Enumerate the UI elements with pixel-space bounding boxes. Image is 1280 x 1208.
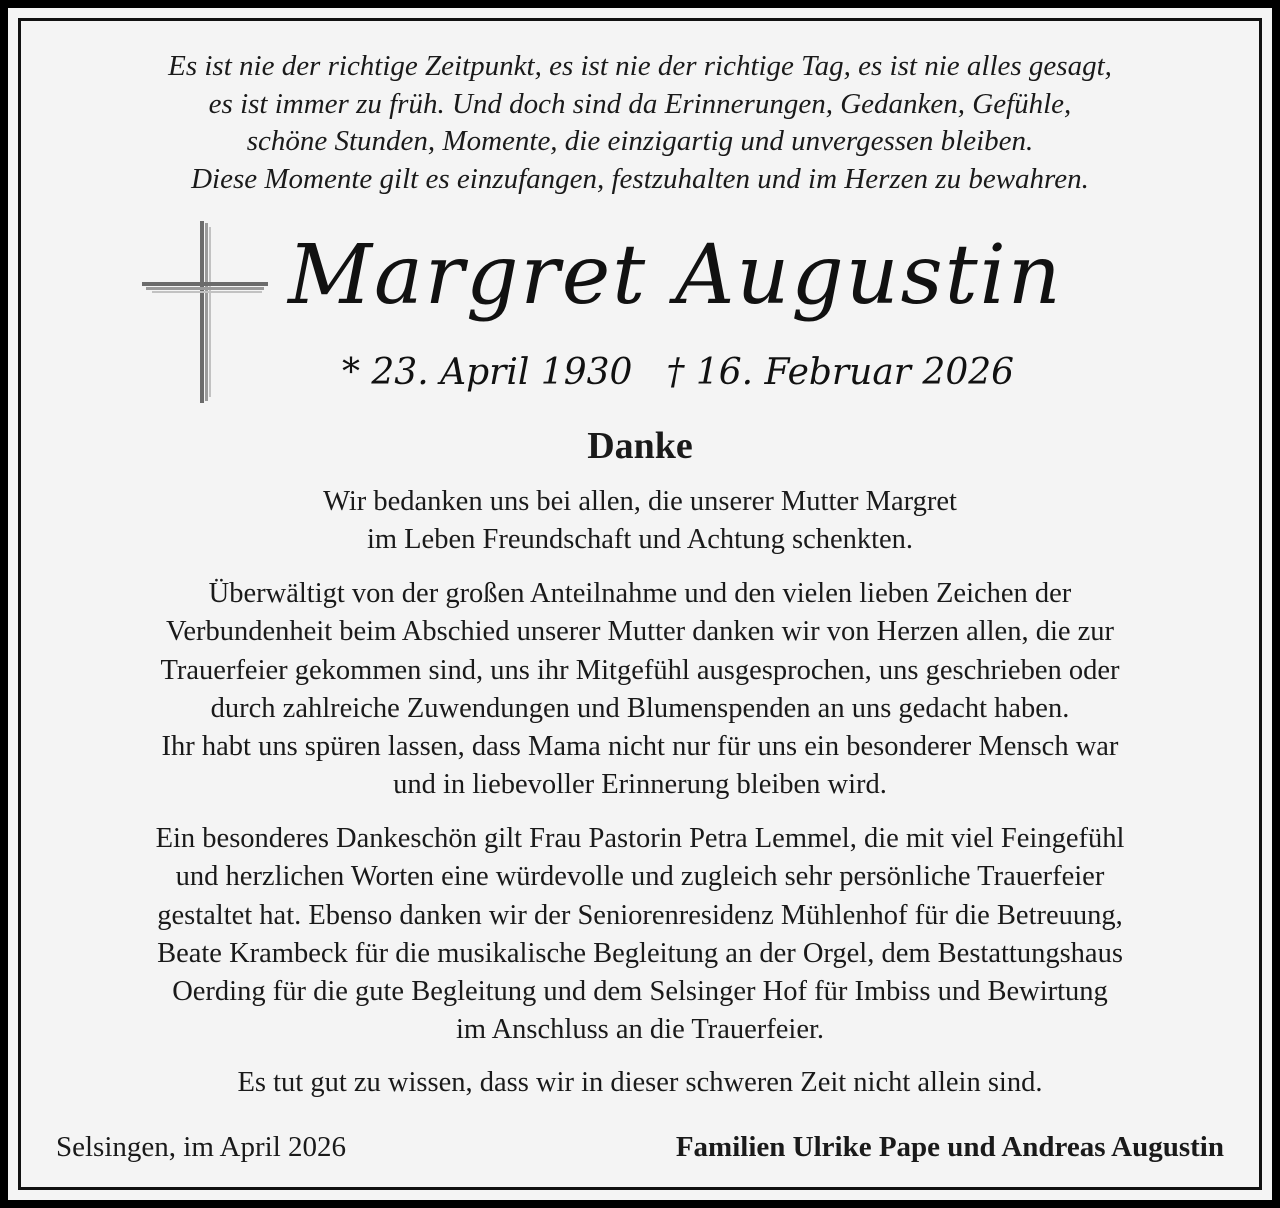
paragraph-line: und in liebevoller Erinnerung bleiben wird. [393, 769, 887, 801]
motto-verse [8, 48, 1272, 198]
place-date: Selsingen, im April 2026 [56, 1131, 346, 1163]
danke-heading: Danke [587, 425, 693, 467]
paragraph-line: Ihr habt uns spüren lassen, dass Mama nicht nur für uns ein besonderer Mensch war [161, 731, 1119, 763]
paragraph-line: und herzlichen Worten eine würdevolle und zugleich sehr persönliche Trauerfeier [175, 861, 1105, 893]
life-dates [308, 348, 1048, 398]
thanks-paragraph-4 [8, 1064, 1272, 1102]
paragraph-line: Beate Krambeck für die musikalische Begleitung an der Orgel, dem Bestattungshaus [157, 937, 1123, 969]
paragraph-line: im Anschluss an die Trauerfeier. [455, 1014, 825, 1046]
birth-date: * 23. April 1930 [341, 352, 633, 393]
paragraph-line: Wir bedanken uns bei allen, die unserer Mutter Margret [323, 486, 957, 517]
death-date: † 16. Februar 2026 [666, 352, 1015, 393]
paragraph-line: Überwältigt von der großen Anteilnahme und den vielen lieben Zeichen der [208, 578, 1072, 609]
paragraph-line: durch zahlreiche Zuwendungen und Blumenspenden an uns gedacht haben. [210, 692, 1070, 724]
paragraph-line: Trauerfeier gekommen sind, uns ihr Mitgefühl ausgesprochen, uns geschrieben oder [160, 654, 1120, 686]
motto-line: es ist immer zu früh. Und doch sind da Erinnerungen, Gedanken, Gefühle, [208, 87, 1072, 120]
thanks-paragraph-1 [8, 483, 1272, 560]
obituary-card [8, 8, 1272, 1200]
family-signature: Familien Ulrike Pape und Andreas Augustin [675, 1131, 1224, 1163]
cross-icon [142, 221, 268, 403]
thanks-paragraph-2 [8, 575, 1272, 805]
paragraph-line: Verbundenheit beim Abschied unserer Mutter danken wir von Herzen allen, die zur [165, 616, 1115, 648]
motto-line: schöne Stunden, Momente, die einzigartig und unvergessen bleiben. [246, 125, 1034, 157]
paragraph-line: im Leben Freundschaft und Achtung schenkten. [366, 524, 914, 556]
paragraph-line: Oerding für die gute Begleitung und dem Selsinger Hof für Imbiss und Bewirtung [172, 976, 1108, 1008]
paragraph-line: Ein besonderes Dankeschön gilt Frau Pastorin Petra Lemmel, die mit viel Feingefühl [155, 823, 1125, 854]
motto-line: Diese Momente gilt es einzufangen, festzuhalten und im Herzen zu bewahren. [191, 162, 1089, 195]
deceased-name: Margret Augustin [288, 228, 1063, 323]
paragraph-line: Es tut gut zu wissen, dass wir in dieser schweren Zeit nicht allein sind. [237, 1067, 1043, 1098]
thanks-paragraph-3 [8, 820, 1272, 1050]
paragraph-line: gestaltet hat. Ebenso danken wir der Seniorenresidenz Mühlenhof für die Betreuung, [157, 899, 1123, 931]
motto-line: Es ist nie der richtige Zeitpunkt, es ist nie der richtige Tag, es ist nie alles gesagt, [168, 50, 1112, 82]
